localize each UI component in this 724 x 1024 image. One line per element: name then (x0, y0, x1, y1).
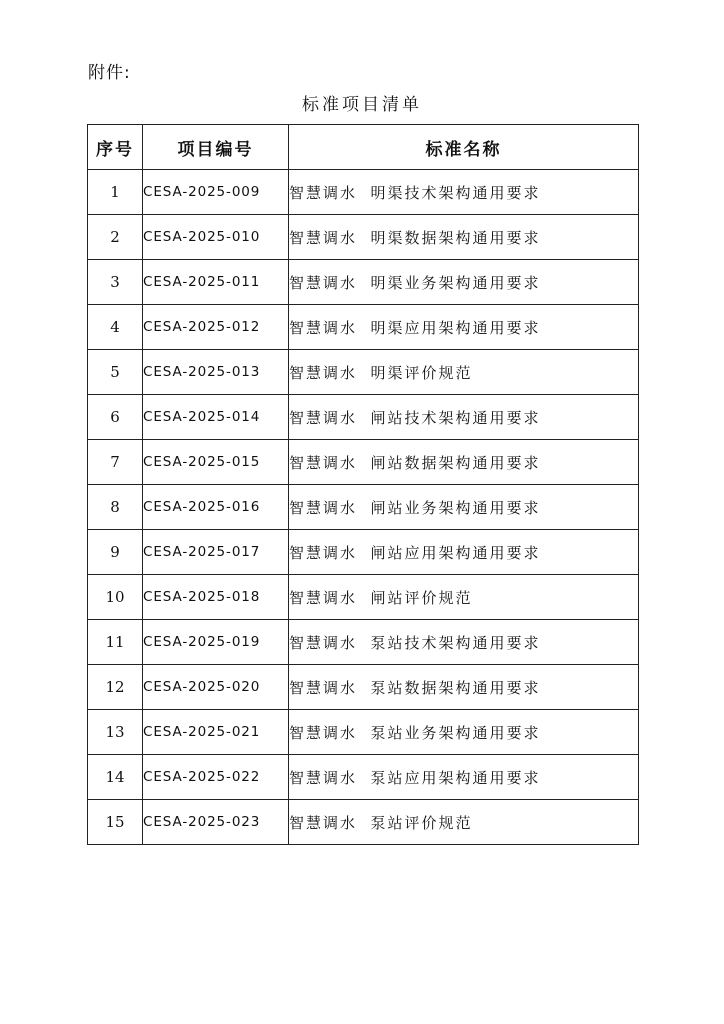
row-serial-number: 11 (88, 620, 143, 665)
page-title: 标准项目清单 (302, 95, 422, 115)
row-standard-name: 智慧调水 泵站应用架构通用要求 (289, 755, 639, 800)
attachment-label: 附件: (88, 63, 131, 83)
table-row (88, 305, 639, 350)
row-standard-name: 智慧调水 泵站评价规范 (289, 800, 639, 845)
row-standard-name: 智慧调水 泵站数据架构通用要求 (289, 665, 639, 710)
row-standard-name: 智慧调水 明渠数据架构通用要求 (289, 215, 639, 260)
row-project-code: CESA-2025-013 (143, 350, 289, 395)
table-row (88, 575, 639, 620)
row-standard-name: 智慧调水 泵站技术架构通用要求 (289, 620, 639, 665)
row-standard-name: 智慧调水 闸站业务架构通用要求 (289, 485, 639, 530)
row-project-code: CESA-2025-019 (143, 620, 289, 665)
row-project-code: CESA-2025-018 (143, 575, 289, 620)
row-serial-number: 14 (88, 755, 143, 800)
row-standard-name: 智慧调水 闸站评价规范 (289, 575, 639, 620)
header-project-code: 项目编号 (143, 125, 289, 170)
row-project-code: CESA-2025-015 (143, 440, 289, 485)
row-standard-name: 智慧调水 闸站应用架构通用要求 (289, 530, 639, 575)
row-project-code: CESA-2025-020 (143, 665, 289, 710)
row-serial-number: 15 (88, 800, 143, 845)
row-project-code: CESA-2025-023 (143, 800, 289, 845)
row-project-code: CESA-2025-012 (143, 305, 289, 350)
row-project-code: CESA-2025-017 (143, 530, 289, 575)
row-standard-name: 智慧调水 明渠技术架构通用要求 (289, 170, 639, 215)
table-row (88, 800, 639, 845)
row-project-code: CESA-2025-022 (143, 755, 289, 800)
row-serial-number: 1 (88, 170, 143, 215)
row-serial-number: 2 (88, 215, 143, 260)
row-standard-name: 智慧调水 闸站数据架构通用要求 (289, 440, 639, 485)
table-row (88, 395, 639, 440)
row-serial-number: 13 (88, 710, 143, 755)
row-serial-number: 7 (88, 440, 143, 485)
row-project-code: CESA-2025-021 (143, 710, 289, 755)
row-serial-number: 3 (88, 260, 143, 305)
table-row (88, 215, 639, 260)
row-serial-number: 12 (88, 665, 143, 710)
header-standard-name: 标准名称 (289, 125, 639, 170)
row-serial-number: 10 (88, 575, 143, 620)
row-serial-number: 9 (88, 530, 143, 575)
row-serial-number: 5 (88, 350, 143, 395)
table-row (88, 260, 639, 305)
table-row (88, 440, 639, 485)
row-project-code: CESA-2025-010 (143, 215, 289, 260)
row-standard-name: 智慧调水 明渠应用架构通用要求 (289, 305, 639, 350)
row-standard-name: 智慧调水 闸站技术架构通用要求 (289, 395, 639, 440)
row-project-code: CESA-2025-009 (143, 170, 289, 215)
table-row (88, 755, 639, 800)
row-serial-number: 4 (88, 305, 143, 350)
standards-table (87, 124, 639, 845)
table-row (88, 665, 639, 710)
header-serial-number: 序号 (88, 125, 143, 170)
table-row (88, 710, 639, 755)
table-row (88, 620, 639, 665)
row-standard-name: 智慧调水 明渠业务架构通用要求 (289, 260, 639, 305)
row-standard-name: 智慧调水 泵站业务架构通用要求 (289, 710, 639, 755)
row-project-code: CESA-2025-014 (143, 395, 289, 440)
row-serial-number: 6 (88, 395, 143, 440)
table-row (88, 530, 639, 575)
row-serial-number: 8 (88, 485, 143, 530)
row-project-code: CESA-2025-016 (143, 485, 289, 530)
row-standard-name: 智慧调水 明渠评价规范 (289, 350, 639, 395)
table-row (88, 170, 639, 215)
table-row (88, 350, 639, 395)
table-header-row (88, 125, 639, 170)
row-project-code: CESA-2025-011 (143, 260, 289, 305)
table-row (88, 485, 639, 530)
